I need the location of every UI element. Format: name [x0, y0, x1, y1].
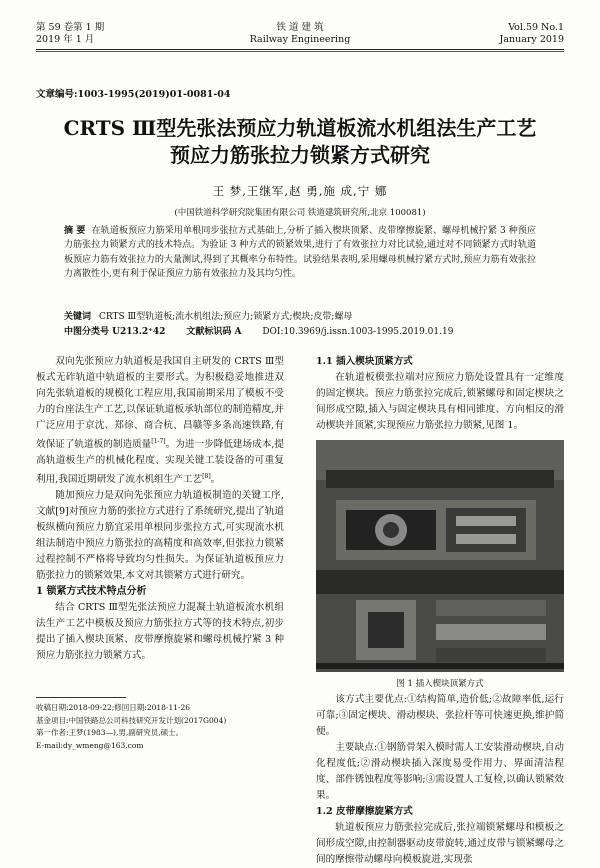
section-1-paragraph: 结合 CRTS Ⅲ型先张法预应力混凝土轨道板流水机组法生产工艺中模板及预应力筋张拉方式等的技术特点,初步提出了插入楔块顶紧、皮带摩擦旋紧和螺母机械拧紧 3 种预应力筋张拉力锁紧方式。	[36, 602, 284, 662]
abstract-text: 在轨道板预应力筋采用单根同步张拉方式基础上,分析了插入楔块顶紧、皮带摩擦旋紧、螺母机械拧紧 3 种预应力筋张拉力锁紧方式的技术特点。为验证 3 种方式的锁紧效果,进行了有效张拉力对比试验,通过对不同锁紧方式时轨道板预应力筋有效张拉力的大量测试,得到了其概率分布特性。试验结果表明,采用螺母机械拧紧方式时,预应力筋有效张拉力离散性小,更有利于保证预应力筋有效张拉力及其均匀性。	[64, 226, 537, 280]
fund-project: 基金项目:中国铁路总公司科技研究开发计划(2017G004)	[36, 715, 227, 725]
journal-volume-en: Vol.59 No.1 January 2019	[499, 22, 564, 45]
doi: DOI:10.3969/j.issn.1003-1995.2019.01.19	[262, 327, 454, 337]
author-bio: 第一作者:王梦(1983—),男,副研究员,硕士。	[36, 728, 184, 737]
article-number: 文章编号:1003-1995(2019)01-0081-04	[36, 89, 231, 100]
received-date: 收稿日期:2018-09-22;修回日期:2018-11-26	[36, 703, 191, 712]
subsection-1-2-heading: 1.2 皮带摩擦旋紧方式	[316, 806, 413, 817]
subsection-1-1-heading: 1.1 插入楔块顶紧方式	[316, 356, 413, 367]
abstract-label: 摘 要	[64, 226, 86, 236]
header-rule-thin	[36, 51, 564, 52]
keywords	[64, 310, 536, 324]
footnote-rule	[36, 697, 126, 698]
left-column	[36, 354, 284, 664]
paper-title-line2: 预应力筋张拉力锁紧方式研究	[170, 143, 430, 167]
section-1-heading: 1 锁紧方式技术特点分析	[36, 586, 147, 598]
right-column	[316, 354, 564, 868]
wedge-clamp-photo-icon	[316, 440, 564, 672]
subsection-1-1-paragraph: 在轨道板模张拉端对应预应力筋处设置具有一定维度的固定楔块。预应力筋张拉完成后,锁紧螺母和固定楔块之间形成空隙,插入与固定楔块具有相同锥度、方向相反的滑动楔块并顶紧,实现预应力筋张拉力锁紧,见图 1。	[316, 372, 564, 431]
affiliation: (中国铁道科学研究院集团有限公司 铁道建筑研究所,北京 100081)	[174, 208, 426, 218]
disadvantages-paragraph: 主要缺点:①钢筋骨架入模时需人工安装滑动楔块,自动化程度低;②滑动楔块插入深度易受作用力、界面清洁程度、部件锈蚀程度等影响;③需设置人工复检,以确认锁紧效果。	[316, 742, 564, 801]
journal-name: 铁 道 建 筑 Railway Engineering	[249, 22, 351, 45]
footnotes	[36, 702, 284, 752]
advantages-paragraph: 该方式主要优点:①结构简单,造价低;②故障率低,运行可靠;③固定楔块、滑动楔块、张拉杆等可快速更换,维护简便。	[316, 694, 564, 737]
abstract	[64, 224, 536, 282]
authors: 王 梦,王继军,赵 勇,施 成,宁 娜	[212, 184, 388, 198]
header-rule	[36, 49, 564, 50]
classification	[64, 325, 536, 339]
class-number: 中图分类号 U213.2⁺42	[64, 327, 166, 337]
author-email: E-mail:dy_wmeng@163.com	[36, 740, 144, 750]
figure-1-photo	[316, 440, 564, 672]
intro-paragraph-2: 随加预应力是双向先张预应力轨道板制造的关键工序,文献[9]对预应力筋的张拉方式进行了系统研究,提出了轨道板纵横向预应力筋宜采用单根同步张拉方式,可实现流水机组法制造中预应力筋张拉的高精度和高效率,但张拉力锁紧过程控制不严格将导致均匀性损失。为保证轨道板预应力筋张拉力的锁紧效果,本文对其锁紧方式进行研究。	[36, 490, 284, 582]
keywords-text: CRTS Ⅲ型轨道板;流水机组法;预应力;锁紧方式;楔块;皮带;螺母	[99, 312, 353, 322]
subsection-1-2-paragraph: 轨道板预应力筋张拉完成后,张拉端锁紧螺母和模板之间形成空隙,由控制器驱动皮带旋转,通过皮带与锁紧螺母之间的摩擦带动螺母向模板旋进,实现张	[316, 822, 564, 865]
paper-title-line1: CRTS Ⅲ型先张法预应力轨道板流水机组法生产工艺	[63, 116, 537, 140]
journal-volume: 第 59 卷第 1 期 2019 年 1 月	[36, 22, 105, 45]
document-code: 文献标识码 A	[186, 327, 242, 337]
keywords-label: 关键词	[64, 312, 92, 322]
figure-1-caption: 图 1 插入楔块顶紧方式	[396, 679, 484, 689]
intro-paragraph-1: 双向先张预应力轨道板是我国自主研发的 CRTS Ⅲ型板式无砟轨道中轨道板的主要形式。为积极稳妥地推进双向先张轨道板的规模化工程应用,我国前期采用了模板不受力的台座法生产工艺,以保证轨道板承轨部位的制造精度,并广泛应用于京沈、郑徐、商合杭、昌赣等多条高速铁路,有效保证了轨道板的制造质量[1-7]。为进一步降低建场成本,提高轨道板生产的机械化程度、实现关键工装设备的可重复利用,我国近期研发了流水机组生产工艺[8]。	[36, 356, 284, 486]
